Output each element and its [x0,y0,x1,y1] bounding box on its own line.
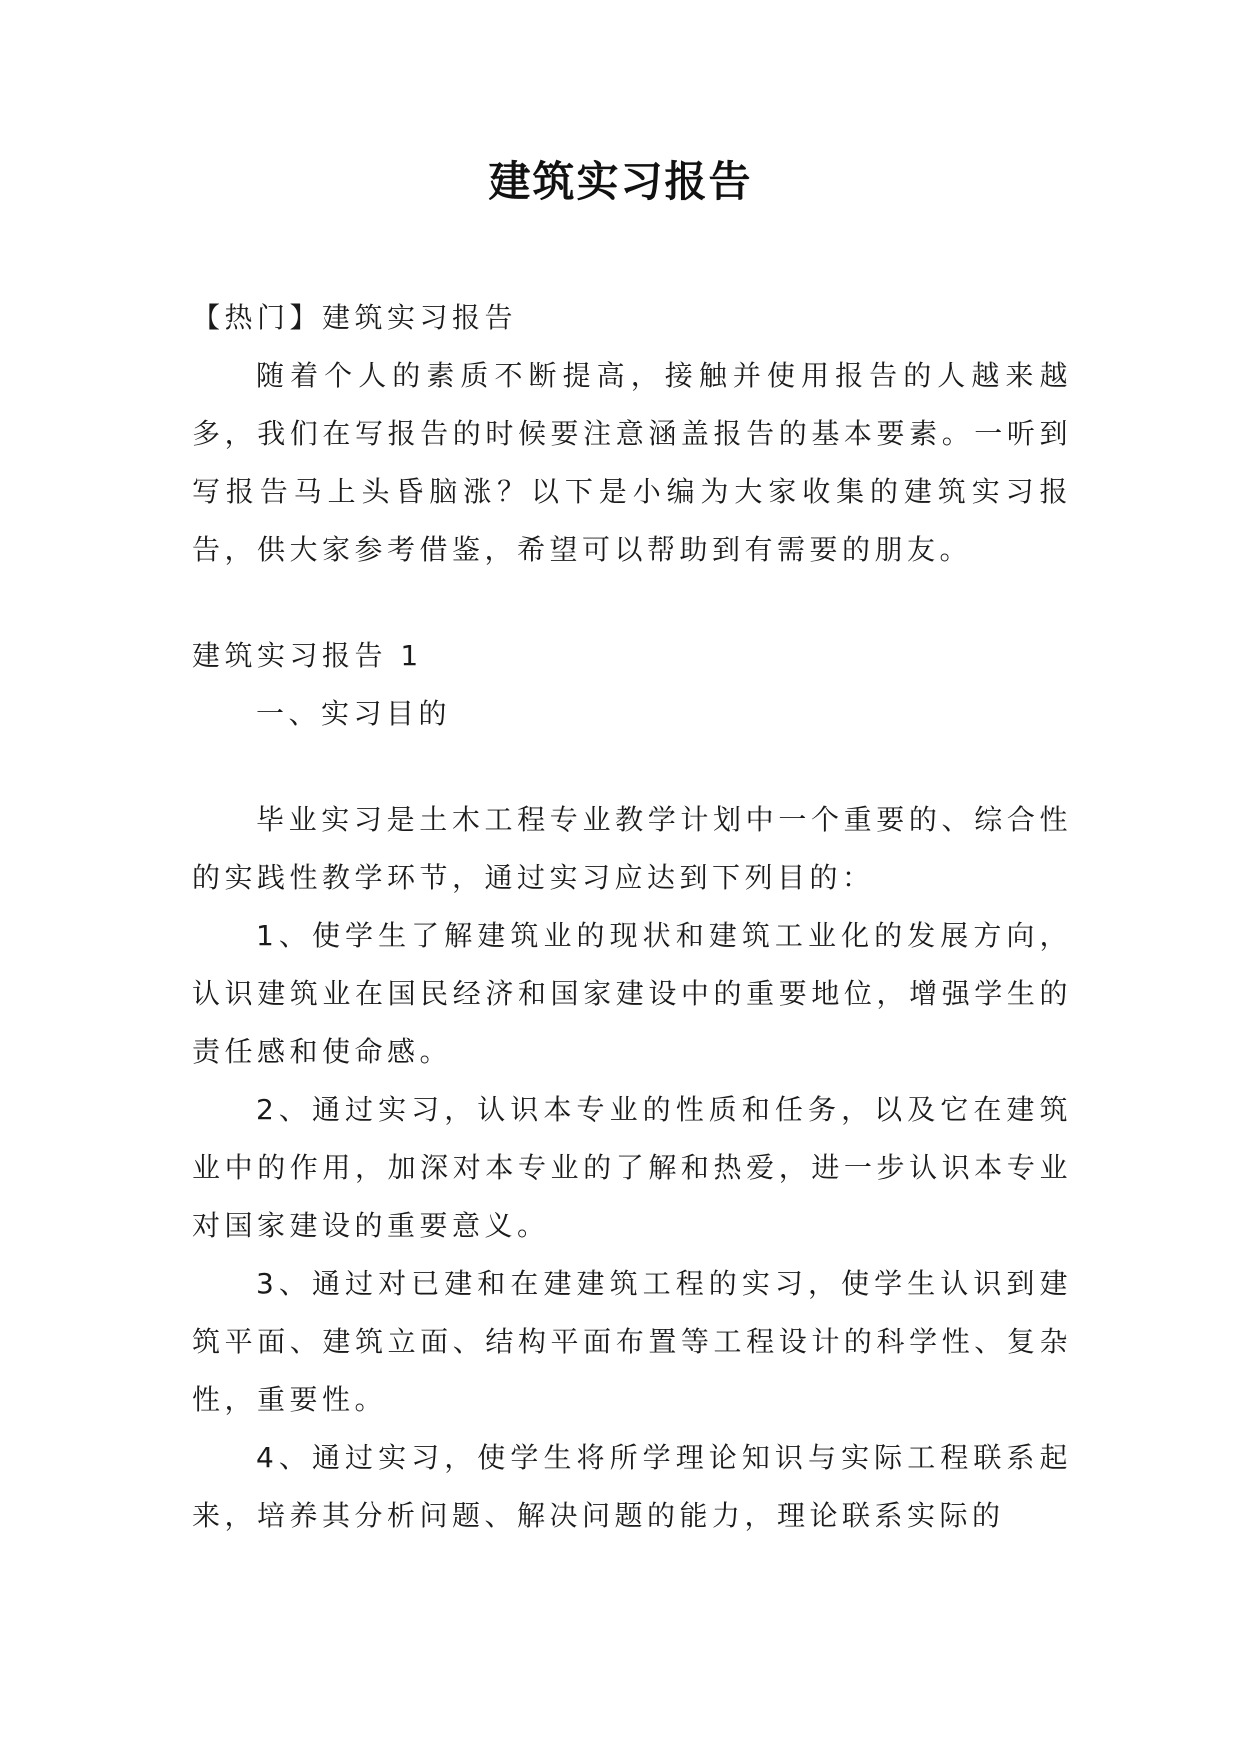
spacer [192,743,1072,791]
body-paragraph: 1、使学生了解建筑业的现状和建筑工业化的发展方向，认识建筑业在国民经济和国家建设中的重要地位，增强学生的责任感和使命感。 [192,919,1072,1068]
subsection-heading: 一、实习目的 [256,697,452,730]
document-title: 建筑实习报告 [488,157,753,206]
tag-line: 【热门】建筑实习报告 [192,301,518,334]
section-heading: 建筑实习报告 1 [192,639,423,672]
body-paragraph: 3、通过对已建和在建建筑工程的实习，使学生认识到建筑平面、建筑立面、结构平面布置等工程设计的科学性、复杂性，重要性。 [192,1267,1072,1416]
document-body [192,289,1072,1545]
body-paragraph: 2、通过实习，认识本专业的性质和任务，以及它在建筑业中的作用，加深对本专业的了解和热爱，进一步认识本专业对国家建设的重要意义。 [192,1093,1072,1242]
body-paragraph: 4、通过实习，使学生将所学理论知识与实际工程联系起来，培养其分析问题、解决问题的能力，理论联系实际的 [192,1441,1072,1532]
intro-paragraph: 随着个人的素质不断提高，接触并使用报告的人越来越多，我们在写报告的时候要注意涵盖报告的基本要素。一听到写报告马上头昏脑涨？以下是小编为大家收集的建筑实习报告，供大家参考借鉴，希望可以帮助到有需要的朋友。 [192,359,1072,566]
body-paragraph: 毕业实习是土木工程专业教学计划中一个重要的、综合性的实践性教学环节，通过实习应达到下列目的： [192,803,1072,894]
spacer [192,579,1072,627]
